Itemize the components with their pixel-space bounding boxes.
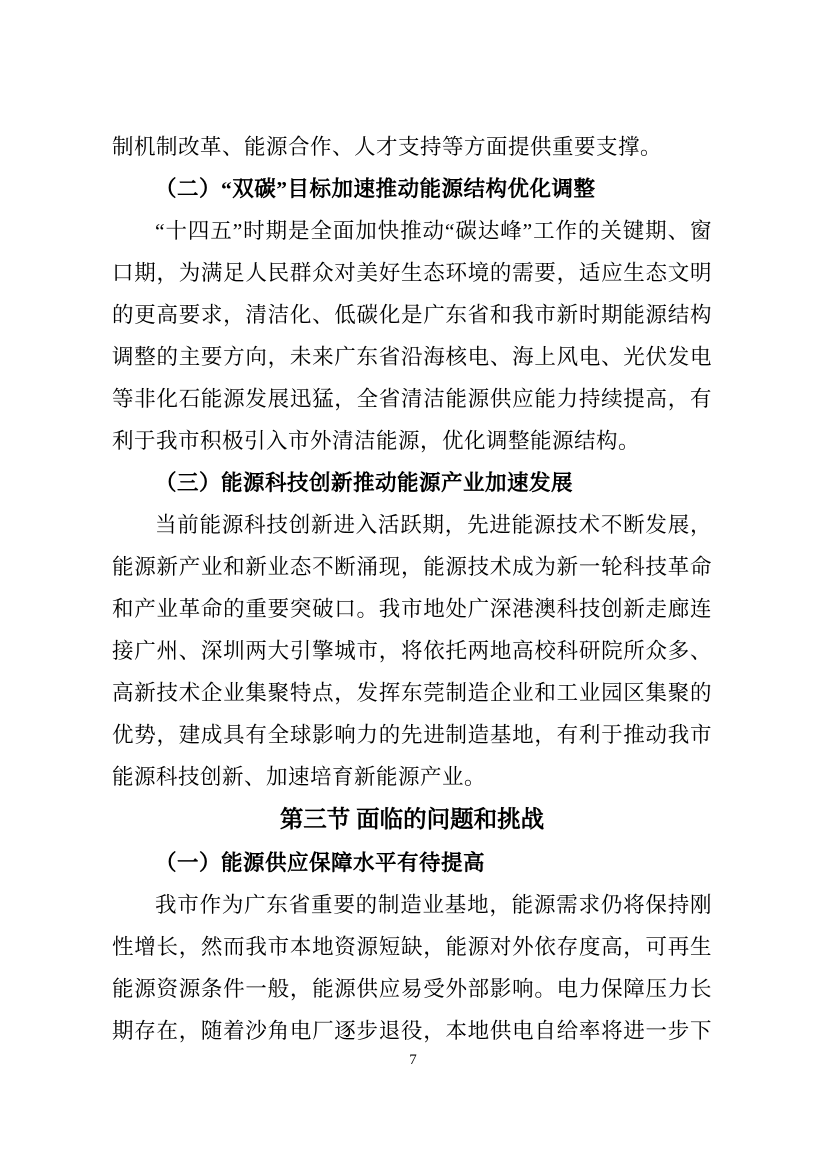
paragraph: 当前能源科技创新进入活跃期，先进能源技术不断发展，能源新产业和新业态不断涌现，能源技术成为新一轮科技革命和产业革命的重要突破口。我市地处广深港澳科技创新走廊连接广州、深圳两大引擎城市，将依托两地高校科研院所众多、高新技术企业集聚特点，发挥东莞制造企业和工业园区集聚的优势，建成具有全球影响力的先进制造基地，有利于推动我市能源科技创新、加速培育新能源产业。 [112, 513, 712, 789]
page-content [112, 126, 712, 1052]
subsection-heading-1: （一）能源供应保障水平有待提高 [155, 851, 486, 875]
paragraph-continuation: 制机制改革、能源合作、人才支持等方面提供重要支撑。 [112, 135, 663, 159]
subsection-heading-2: （二）“双碳”目标加速推动能源结构优化调整 [155, 177, 596, 201]
subsection-heading-3: （三）能源科技创新推动能源产业加速发展 [155, 471, 574, 495]
page-number: 7 [409, 1052, 417, 1068]
paragraph: 我市作为广东省重要的制造业基地，能源需求仍将保持刚性增长，然而我市本地资源短缺，能源对外依存度高，可再生能源资源条件一般，能源供应易受外部影响。电力保障压力长期存在，随着沙角电厂逐步退役，本地供电自给率将进一步下 [112, 893, 712, 1043]
section-title: 第三节 面临的问题和挑战 [279, 807, 545, 833]
paragraph: “十四五”时期是全面加快推动“碳达峰”工作的关键期、窗口期，为满足人民群众对美好生态环境的需要，适应生态文明的更高要求，清洁化、低碳化是广东省和我市新时期能源结构调整的主要方向，未来广东省沿海核电、海上风电、光伏发电等非化石能源发展迅猛，全省清洁能源供应能力持续提高，有利于我市积极引入市外清洁能源，优化调整能源结构。 [112, 219, 712, 453]
